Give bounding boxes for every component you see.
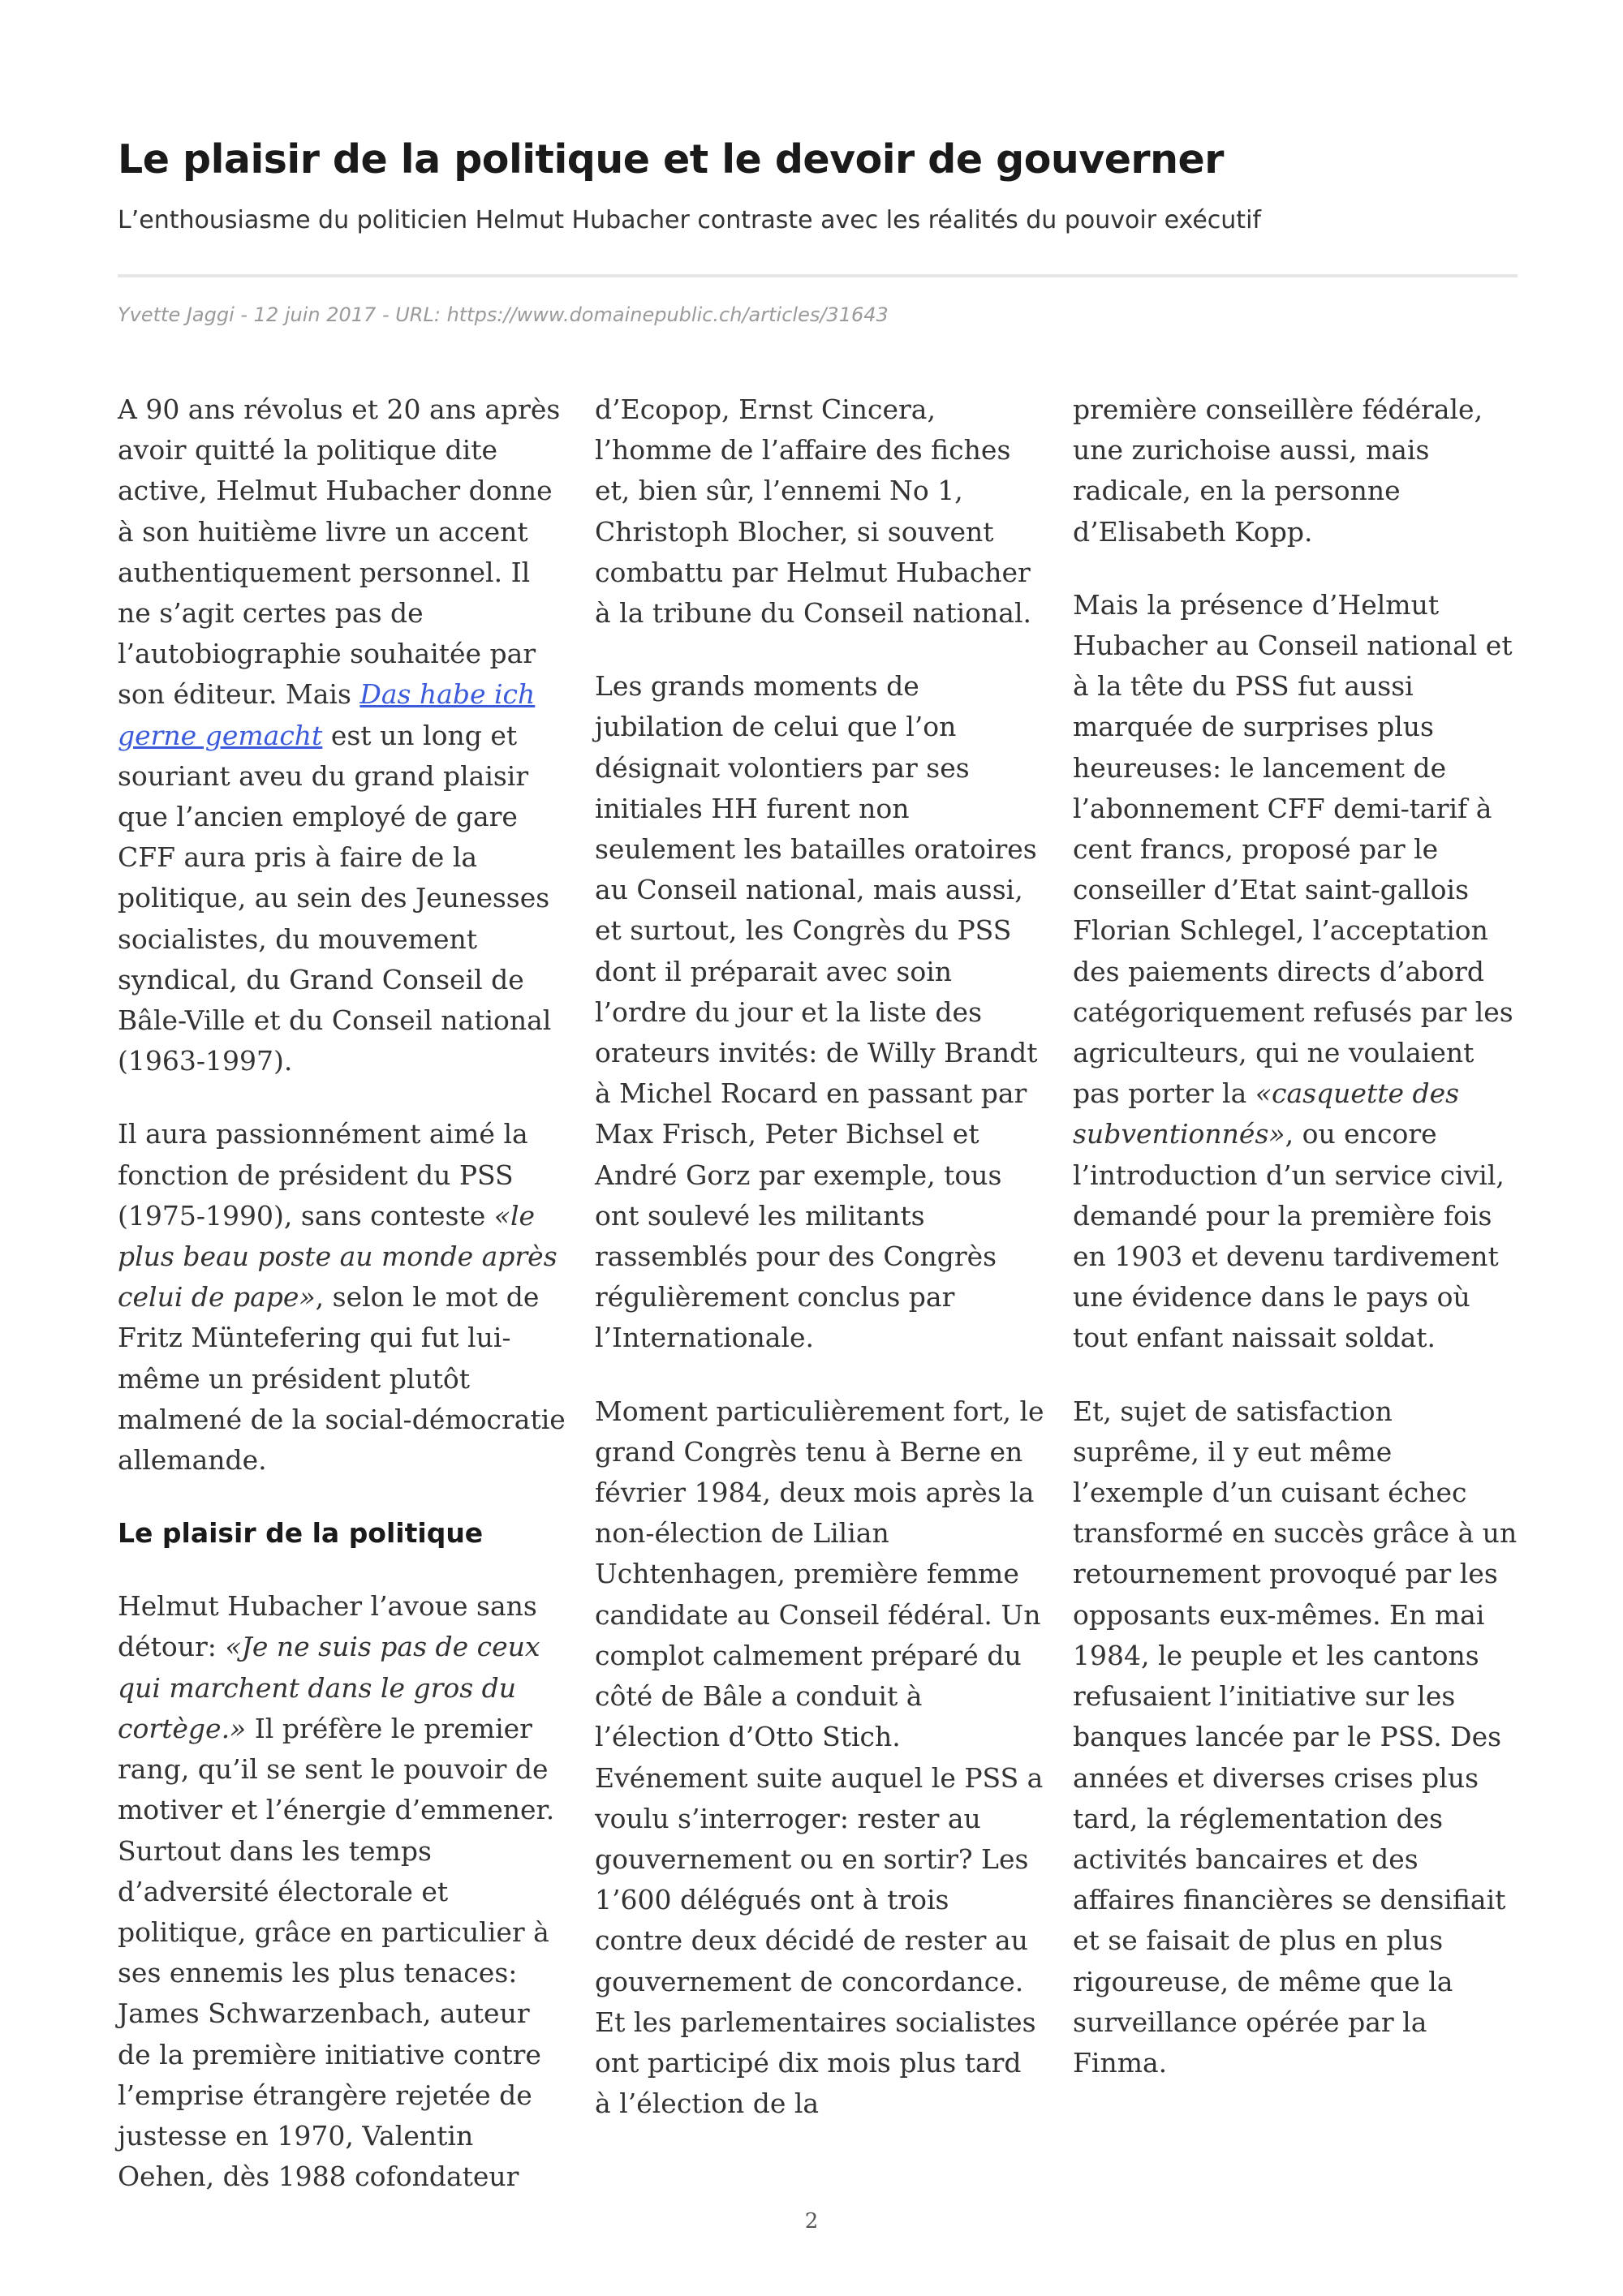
article-title: Le plaisir de la politique et le devoir de gouverner [118, 136, 1224, 183]
paragraph: Mais la présence d’Helmut Hubacher au Conseil national et à la tête du PSS fut aussi marquée de surprises plus heureuses: le lancement de l’abonnement CFF demi-tarif à cent francs, proposé par le conseiller d’Etat saint-gallois Florian Schlegel, l’acceptation des paiements directs d’abord catégoriquement refusés par les agriculteurs, qui ne voulaient pas porter la «casquette des subventionnés», ou encore l’introduction d’un service civil, demandé pour la première fois en 1903 et devenu tardivement une évidence dans le pays où tout enfant naissait soldat. [1073, 588, 1513, 1354]
article-meta: Yvette Jaggi - 12 juin 2017 - URL: https://www.domainepublic.ch/articles/31643 [118, 303, 889, 326]
text-column-3 [1073, 389, 1523, 2116]
paragraph: Moment particulièrement fort, le grand Congrès tenu à Berne en février 1984, deux mois après la non-élection de Lilian Uchtenhagen, première femme candidate au Conseil fédéral. Un complot calmement préparé du côté de Bâle a conduit à l’élection d’Otto Stich. Evénement suite auquel le PSS a voulu s’interroger: rester au gouvernement ou en sortir? Les 1’600 délégués ont à trois contre deux décidé de rester au gouvernement de concordance. Et les parlementaires socialistes ont participé dix mois plus tard à l’élection de la [595, 1395, 1044, 2120]
section-heading: Le plaisir de la politique [118, 1517, 484, 1550]
paragraph: Il aura passionnément aimé la fonction de président du PSS (1975-1990), sans conteste «le plus beau poste au monde après celui de pape», selon le mot de Fritz Müntefering qui fut lui-même un président plutôt malmené de la social-démocratie allemande. [118, 1118, 566, 1477]
text-column-1 [118, 389, 568, 2229]
paragraph: d’Ecopop, Ernst Cincera, l’homme de l’affaire des fiches et, bien sûr, l’ennemi No 1, Christoph Blocher, si souvent combattu par Helmut Hubacher à la tribune du Conseil national. [595, 393, 1032, 630]
paragraph: Et, sujet de satisfaction suprême, il y eut même l’exemple d’un cuisant échec transformé en succès grâce à un retournement provoqué par les opposants eux-mêmes. En mai 1984, le peuple et les cantons refusaient l’initiative sur les banques lancée par le PSS. Des années et diverses crises plus tard, la réglementation des activités bancaires et des affaires financières se densifiait et se faisait de plus en plus rigoureuse, de même que la surveillance opérée par la Finma. [1073, 1395, 1518, 2079]
quote: «Je ne suis pas de ceux qui marchent dans le gros du cortège.» [118, 1631, 540, 1744]
quote: «le plus beau poste au monde après celui de pape» [118, 1199, 558, 1314]
header-divider [118, 274, 1518, 277]
paragraph: Les grands moments de jubilation de celui que l’on désignait volontiers par ses initiales HH furent non seulement les batailles oratoires au Conseil national, mais aussi, et surtout, les Congrès du PSS dont il préparait avec soin l’ordre du jour et la liste des orateurs invités: de Willy Brandt à Michel Rocard en passant par Max Frisch, Peter Bichsel et André Gorz par exemple, tous ont soulevé les militants rassemblés pour des Congrès régulièrement conclus par l’Internationale. [595, 670, 1038, 1354]
quote: «casquette des subventionnés» [1073, 1077, 1460, 1150]
book-title-link[interactable]: Das habe ich gerne gemacht [118, 678, 536, 751]
article-subtitle: L’enthousiasme du politicien Helmut Hubacher contraste avec les réalités du pouvoir exécutif [118, 206, 1261, 234]
page-number: 2 [804, 2209, 819, 2234]
paragraph: première conseillère fédérale, une zurichoise aussi, mais radicale, en la personne d’Elisabeth Kopp. [1073, 393, 1483, 548]
paragraph: A 90 ans révolus et 20 ans après avoir quitté la politique dite active, Helmut Hubacher donne à son huitième livre un accent authentiquement personnel. Il ne s’agit certes pas de l’autobiographie souhaitée par son éditeur. Mais Das habe ich gerne gemacht est un long et souriant aveu du grand plaisir que l’ancien employé de gare CFF aura pris à faire de la politique, au sein des Jeunesses socialistes, du mouvement syndical, du Grand Conseil de Bâle-Ville et du Conseil national (1963-1997). [118, 393, 561, 1077]
text-column-2 [595, 389, 1045, 2156]
paragraph: Helmut Hubacher l’avoue sans détour: «Je ne suis pas de ceux qui marchent dans le gros du cortège.» Il préfère le premier rang, qu’il se sent le pouvoir de motiver et l’énergie d’emmener. Surtout dans les temps d’adversité électorale et politique, grâce en particulier à ses ennemis les plus tenaces: James Schwarzenbach, auteur de la première initiative contre l’emprise étrangère rejetée de justesse en 1970, Valentin Oehen, dès 1988 cofondateur [118, 1590, 555, 2193]
